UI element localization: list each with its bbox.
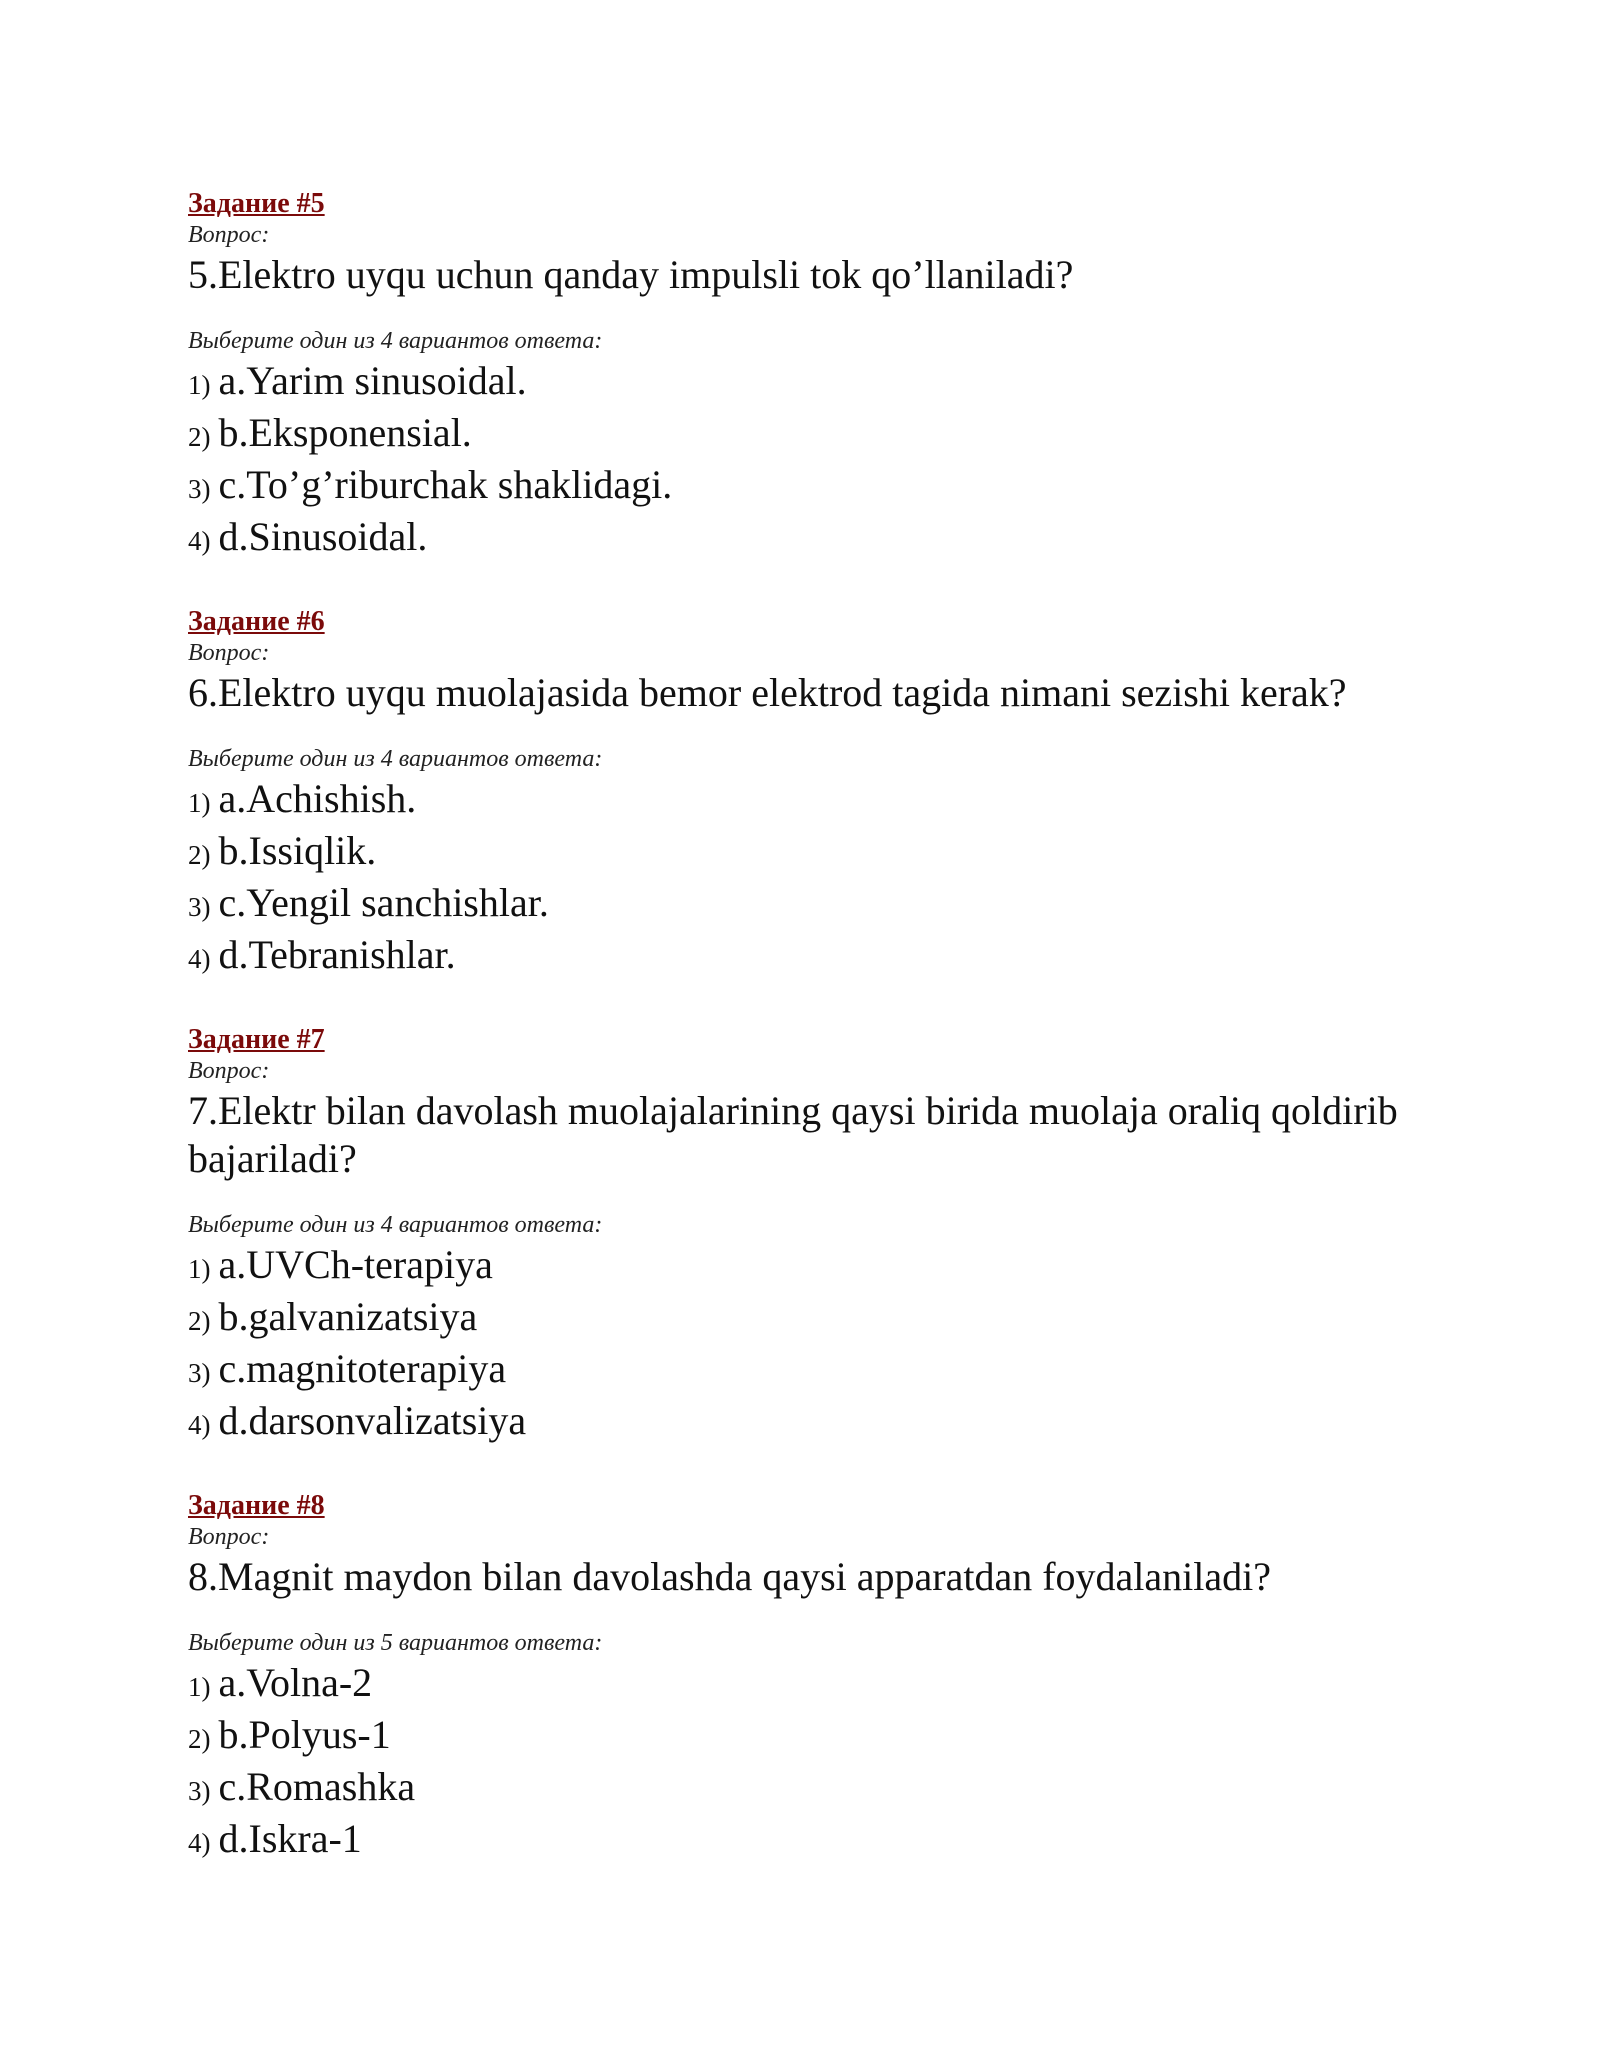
option-text: b.Polyus-1 [218, 1712, 391, 1757]
question-text: 7.Elektr bilan davolash muolajalarining qaysi birida muolaja oraliq qoldirib bajariladi? [188, 1088, 1398, 1181]
option-item [188, 461, 1448, 513]
question-text: 6.Elektro uyqu muolajasida bemor elektrod tagida nimani sezishi kerak? [188, 670, 1347, 715]
option-item [188, 931, 1448, 983]
option-text: b.Eksponensial. [218, 410, 472, 455]
task-title-link[interactable]: Задание #6 [188, 606, 325, 637]
option-number: 4) [188, 1828, 211, 1858]
option-item [188, 1241, 1448, 1293]
question-text: 8.Magnit maydon bilan davolashda qaysi apparatdan foydalaniladi? [188, 1554, 1272, 1599]
option-text: d.Iskra-1 [218, 1816, 362, 1861]
option-item [188, 1711, 1448, 1763]
option-text: d.Tebranishlar. [218, 932, 456, 977]
option-number: 3) [188, 474, 211, 504]
task-7 [188, 1023, 1448, 1449]
choose-label: Выберите один из 4 вариантов ответа: [188, 1212, 603, 1238]
question-label: Вопрос: [188, 222, 270, 248]
question-text: 5.Elektro uyqu uchun qanday impulsli tok qo’llaniladi? [188, 252, 1074, 297]
question-label: Вопрос: [188, 1524, 270, 1550]
option-text: c.To’g’riburchak shaklidagi. [218, 462, 673, 507]
option-number: 3) [188, 1776, 211, 1806]
option-text: c.magnitoterapiya [218, 1346, 507, 1391]
option-text: a.Volna-2 [218, 1660, 373, 1705]
task-6 [188, 605, 1448, 983]
option-number: 4) [188, 1410, 211, 1440]
option-text: c.Romashka [218, 1764, 416, 1809]
option-item [188, 879, 1448, 931]
option-item [188, 513, 1448, 565]
task-8 [188, 1489, 1448, 1867]
option-item [188, 357, 1448, 409]
option-item [188, 1293, 1448, 1345]
option-item [188, 1763, 1448, 1815]
option-item [188, 1397, 1448, 1449]
option-number: 2) [188, 1306, 211, 1336]
options-list [188, 1659, 1448, 1867]
choose-label: Выберите один из 4 вариантов ответа: [188, 328, 603, 354]
option-number: 2) [188, 1724, 211, 1754]
choose-label: Выберите один из 5 вариантов ответа: [188, 1630, 603, 1656]
task-title-link[interactable]: Задание #7 [188, 1024, 325, 1055]
choose-label: Выберите один из 4 вариантов ответа: [188, 746, 603, 772]
option-number: 1) [188, 1672, 211, 1702]
option-text: a.UVCh-terapiya [218, 1242, 493, 1287]
option-text: c.Yengil sanchishlar. [218, 880, 549, 925]
option-number: 1) [188, 1254, 211, 1284]
options-list [188, 775, 1448, 983]
option-item [188, 775, 1448, 827]
task-title-link[interactable]: Задание #8 [188, 1490, 325, 1521]
option-text: b.galvanizatsiya [218, 1294, 478, 1339]
option-number: 1) [188, 370, 211, 400]
option-item [188, 409, 1448, 461]
option-item [188, 1345, 1448, 1397]
option-text: a.Achishish. [218, 776, 417, 821]
option-number: 1) [188, 788, 211, 818]
option-item [188, 1659, 1448, 1711]
option-number: 3) [188, 892, 211, 922]
option-text: d.darsonvalizatsiya [218, 1398, 527, 1443]
options-list [188, 357, 1448, 565]
option-item [188, 827, 1448, 879]
option-text: a.Yarim sinusoidal. [218, 358, 527, 403]
option-item [188, 1815, 1448, 1867]
options-list [188, 1241, 1448, 1449]
option-text: b.Issiqlik. [218, 828, 377, 873]
question-label: Вопрос: [188, 1058, 270, 1084]
task-5 [188, 187, 1448, 565]
option-text: d.Sinusoidal. [218, 514, 428, 559]
option-number: 3) [188, 1358, 211, 1388]
quiz-page [188, 187, 1448, 1907]
task-title-link[interactable]: Задание #5 [188, 188, 325, 219]
option-number: 2) [188, 840, 211, 870]
question-label: Вопрос: [188, 640, 270, 666]
option-number: 2) [188, 422, 211, 452]
option-number: 4) [188, 526, 211, 556]
option-number: 4) [188, 944, 211, 974]
